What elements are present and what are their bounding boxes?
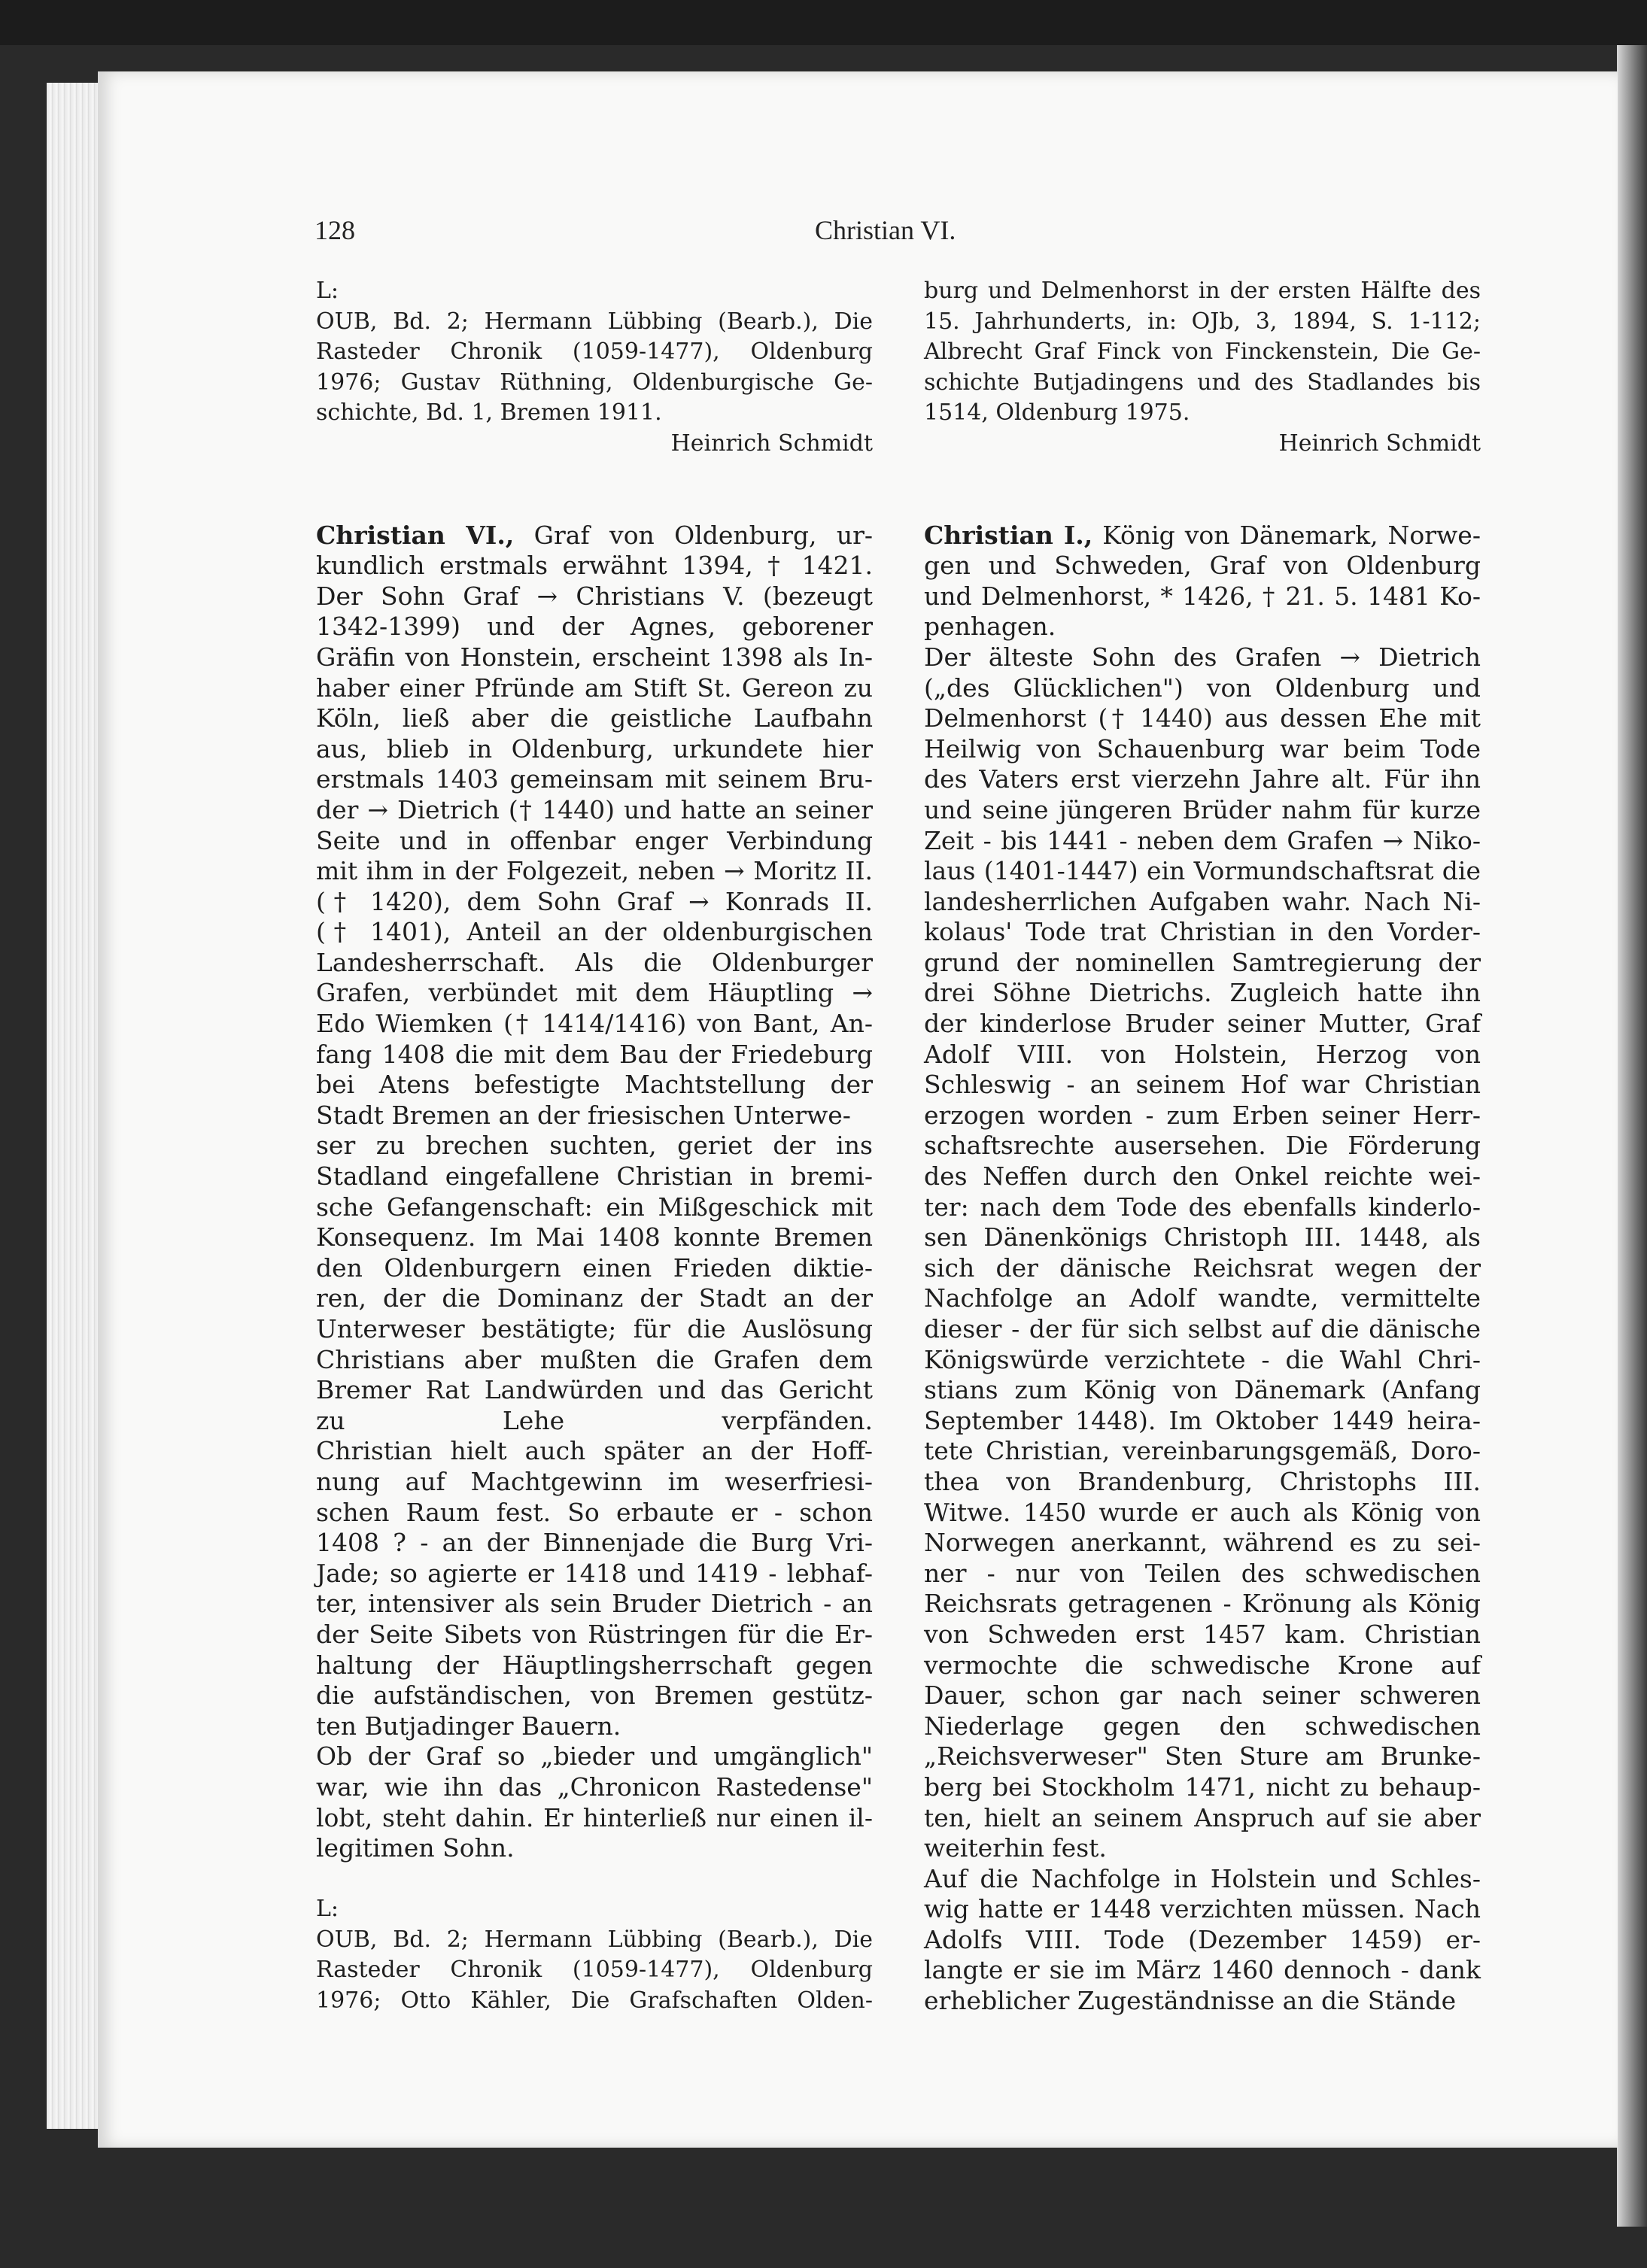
text-line: Unterweser bestätigte; für die Auslösung [316,1314,873,1343]
text-line: ter: nach dem Tode des ebenfalls kinderlo- [924,1192,1481,1222]
text-line: Albrecht Graf Finck von Finckenstein, Die Ge- [924,339,1481,366]
spacer [316,1864,873,1895]
text-line: 1976; Otto Kähler, Die Grafschaften Olden- [316,1987,873,2014]
literature-label: L: [316,1896,339,1923]
text-line: legitimen Sohn. [316,1833,515,1863]
text-line: schen Raum fest. So erbaute er - schon [316,1497,873,1527]
scan-top-edge [0,0,1647,45]
text-line: Bremer Rat Landwürden und das Gericht [316,1375,873,1405]
text-line: Der Sohn Graf → Christians V. (bezeugt [316,581,873,611]
text-line: der kinderlose Bruder seiner Mutter, Graf [924,1009,1481,1039]
text-line: Zeit - bis 1441 - neben dem Grafen → Niko- [924,825,1481,855]
entry-christian-i [924,521,1481,2017]
text-line: Heilwig von Schauenburg war beim Tode [924,733,1481,764]
text-line: Delmenhorst († 1440) aus dessen Ehe mit [924,703,1481,733]
text-line: aus, blieb in Oldenburg, urkundete hier [316,733,873,764]
text-line: erheblicher Zugeständnisse an die Stände [924,1986,1457,2016]
text-line: Christians aber mußten die Grafen dem [316,1344,873,1374]
text-line: kolaus' Tode trat Christian in den Vorder- [924,917,1481,947]
spacer [924,460,1481,521]
text-line: ter, intensiver als sein Bruder Dietrich - an [316,1589,873,1619]
text-line: haber einer Pfründe am Stift St. Gereon zu [316,673,873,703]
text-line: sen Dänenkönigs Christoph III. 1448, als [924,1222,1481,1252]
text-line: tete Christian, vereinbarungsgemäß, Doro- [924,1436,1481,1466]
text-line: 1342-1399) und der Agnes, geborener [316,612,873,642]
literature-block-2 [316,1894,873,2016]
text-line: Landesherrschaft. Als die Oldenburger [316,947,873,977]
text-line: burg und Delmenhorst in der ersten Hälfte des [924,278,1481,304]
text-line: († 1401), Anteil an der oldenburgischen [316,917,873,947]
text-line: Grafen, verbündet mit dem Häuptling → [316,978,873,1008]
headword-text: König von Dänemark, Norwe- [1092,520,1481,550]
text-line: landesherrlichen Aufgaben wahr. Nach Ni- [924,886,1481,916]
text-line: erstmals 1403 gemeinsam mit seinem Bru- [316,764,873,794]
running-title: Christian VI. [815,215,956,245]
literature-continued [924,276,1481,460]
text-line: Stadland eingefallene Christian in bremi- [316,1161,873,1192]
text-line: wig hatte er 1448 verzichten müssen. Nach [924,1894,1481,1924]
text-line: Rasteder Chronik (1059-1477), Oldenburg [316,339,873,366]
text-line: OUB, Bd. 2; Hermann Lübbing (Bearb.), Die [316,308,873,335]
text-line: berg bei Stockholm 1471, nicht zu behaup- [924,1772,1481,1802]
text-line: („des Glücklichen") von Oldenburg und [924,673,1481,703]
spacer [316,460,873,521]
text-line: Niederlage gegen den schwedischen [924,1711,1481,1741]
text-line: thea von Brandenburg, Christophs III. [924,1466,1481,1496]
text-line: Rasteder Chronik (1059-1477), Oldenburg [316,1957,873,1984]
text-line: Gräfin von Honstein, erscheint 1398 als In- [316,642,873,672]
entry-text [316,521,873,1864]
text-line: Köln, ließ aber die geistliche Laufbahn [316,703,873,733]
text-line: Schleswig - an seinem Hof war Christian [924,1070,1481,1100]
text-line: Norwegen anerkannt, während es zu sei- [924,1528,1481,1558]
text-line [316,521,873,551]
literature-block-1 [316,276,873,460]
author-signature: Heinrich Schmidt [670,430,873,457]
page-number: 128 [315,215,355,245]
text-line: 1976; Gustav Rüthning, Oldenburgische Ge- [316,369,873,396]
text-line: Ob der Graf so „bieder und umgänglich" [316,1741,873,1772]
text-line: Dauer, schon gar nach seiner schweren [924,1681,1481,1711]
text-line: die aufständischen, von Bremen gestütz- [316,1681,873,1711]
text-line: lobt, steht dahin. Er hinterließ nur einen il- [316,1802,873,1832]
entry-text [924,521,1481,2017]
text-line: ren, der die Dominanz der Stadt an der [316,1283,873,1313]
scan-right-edge [1617,45,1647,2227]
text-line: langte er sie im März 1460 dennoch - dank [924,1955,1481,1985]
text-line: Reichsrats getragenen - Krönung als König [924,1589,1481,1619]
text-line: sche Gefangenschaft: ein Mißgeschick mit [316,1192,873,1222]
entry-headword: Christian I., [924,520,1093,550]
text-line: ser zu brechen suchten, geriet der ins [316,1131,873,1161]
text-line: Stadt Bremen an der friesischen Unterwe- [316,1100,851,1130]
text-line: vermochte die schwedische Krone auf [924,1650,1481,1680]
literature-label: L: [316,278,339,304]
text-line: 1408 ? - an der Binnenjade die Burg Vri- [316,1528,873,1558]
text-line: sich der dänische Reichsrat wegen der [924,1252,1481,1283]
text-line [924,521,1481,551]
text-line: erzogen worden - zum Erben seiner Herr- [924,1100,1481,1130]
text-line: Nachfolge an Adolf wandte, vermittelte [924,1283,1481,1313]
text-line: gen und Schweden, Graf von Oldenburg [924,551,1481,581]
text-line: „Reichsverweser" Sten Sture am Brunke- [924,1741,1481,1772]
text-line: kundlich erstmals erwähnt 1394, † 1421. [316,551,873,581]
text-line: nung auf Machtgewinn im weserfriesi- [316,1466,873,1496]
text-line: dieser - der für sich selbst auf die dänische [924,1314,1481,1343]
text-line: Adolf VIII. von Holstein, Herzog von [924,1039,1481,1069]
text-line: Der älteste Sohn des Grafen → Dietrich [924,642,1481,672]
left-column [316,276,873,2017]
headword-text: Graf von Oldenburg, ur- [514,520,873,550]
text-line: Seite und in offenbar enger Verbindung [316,825,873,855]
text-line: von Schweden erst 1457 kam. Christian [924,1619,1481,1649]
text-line: grund der nominellen Samtregierung der [924,947,1481,977]
text-line: mit ihm in der Folgezeit, neben → Moritz II. [316,856,873,886]
text-line: Christian hielt auch später an der Hoff- [316,1436,873,1466]
text-line: bei Atens befestigte Machtstellung der [316,1070,873,1100]
text-line: Witwe. 1450 wurde er auch als König von [924,1497,1481,1527]
text-line: der Seite Sibets von Rüstringen für die Er- [316,1619,873,1649]
text-line: den Oldenburgern einen Frieden diktie- [316,1252,873,1283]
text-line: stians zum König von Dänemark (Anfang [924,1375,1481,1405]
text-line: fang 1408 die mit dem Bau der Friedeburg [316,1039,873,1069]
entry-headword: Christian VI., [316,520,515,550]
text-line: penhagen. [924,612,1056,642]
entry-christian-vi [316,521,873,1864]
text-line: Adolfs VIII. Tode (Dezember 1459) er- [924,1924,1481,1954]
text-line: des Neffen durch den Onkel reichte wei- [924,1161,1481,1192]
text-line: Edo Wiemken († 1414/1416) von Bant, An- [316,1009,873,1039]
text-line: der → Dietrich († 1440) und hatte an seiner [316,794,873,824]
text-line: drei Söhne Dietrichs. Zugleich hatte ihn [924,978,1481,1008]
text-line: des Vaters erst vierzehn Jahre alt. Für ihn [924,764,1481,794]
literature-lines [924,276,1481,429]
text-line: war, wie ihn das „Chronicon Rastedense" [316,1772,873,1802]
literature-lines [316,307,873,429]
text-line: und Delmenhorst, * 1426, † 21. 5. 1481 Ko- [924,581,1481,611]
text-line: schaftsrechte ausersehen. Die Förderung [924,1131,1481,1161]
text-line: ten Butjadinger Bauern. [316,1711,621,1741]
text-line: Konsequenz. Im Mai 1408 konnte Bremen [316,1222,873,1252]
text-line: zu Lehe verpfänden. [316,1405,873,1435]
text-line: Königswürde verzichtete - die Wahl Chri- [924,1344,1481,1374]
text-line: haltung der Häuptlingsherrschaft gegen [316,1650,873,1680]
text-line: OUB, Bd. 2; Hermann Lübbing (Bearb.), Die [316,1926,873,1953]
text-line: schichte, Bd. 1, Bremen 1911. [316,399,662,427]
text-line: weiterhin fest. [924,1833,1107,1863]
text-line: schichte Butjadingens und des Stadlandes bis [924,369,1481,396]
right-column [924,276,1481,2017]
text-line: Jade; so agierte er 1418 und 1419 - lebhaf- [316,1558,873,1588]
text-line: 15. Jahrhunderts, in: OJb, 3, 1894, S. 1-112; [924,308,1481,335]
text-line: ner - nur von Teilen des schwedischen [924,1558,1481,1588]
text-line: September 1448). Im Oktober 1449 heira- [924,1405,1481,1435]
text-line: 1514, Oldenburg 1975. [924,399,1190,427]
text-line: ten, hielt an seinem Anspruch auf sie aber [924,1802,1481,1832]
text-line: Auf die Nachfolge in Holstein und Schles- [924,1863,1481,1893]
text-line: und seine jüngeren Brüder nahm für kurze [924,794,1481,824]
literature-lines [316,1925,873,2017]
author-signature: Heinrich Schmidt [1278,430,1481,457]
text-line: laus (1401-1447) ein Vormundschaftsrat die [924,856,1481,886]
text-line: († 1420), dem Sohn Graf → Konrads II. [316,886,873,916]
